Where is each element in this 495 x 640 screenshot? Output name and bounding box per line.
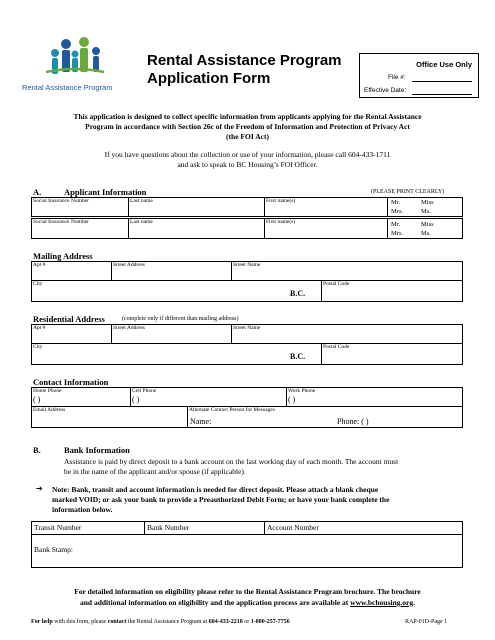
section-b-letter: B.	[33, 445, 41, 455]
sin-field-1[interactable]: Social Insurance Number	[33, 198, 89, 204]
help-phone-local[interactable]: 604-433-2218	[208, 619, 243, 625]
title-option-mr-1[interactable]: Mr.	[391, 199, 401, 206]
footer-info-line2: and additional information on eligibility and the application process are available at www.bchousing.org.	[80, 598, 415, 607]
alternate-contact-field[interactable]: Alternate Contact Person for Messages Name: Phone: ( )	[189, 407, 369, 426]
mailing-apt-field[interactable]: Apt #	[33, 262, 46, 268]
residential-postal-code-field[interactable]: Postal Code	[323, 344, 350, 350]
residential-apt-field[interactable]: Apt #	[33, 325, 46, 331]
title-option-mr-2[interactable]: Mr.	[391, 221, 401, 228]
effective-date-field[interactable]	[412, 94, 472, 95]
transit-number-field[interactable]: Transit Number	[34, 523, 82, 532]
mailing-postal-code-field[interactable]: Postal Code	[323, 281, 350, 287]
note-arrow-icon: ➔	[36, 484, 43, 493]
title-option-miss-1[interactable]: Miss	[421, 199, 434, 206]
intro-line1: If you have questions about the collection or use of your information, please call 604-433-1711	[104, 150, 391, 159]
section-b-title: Bank Information	[64, 445, 130, 455]
file-number-label: File #:	[388, 74, 406, 81]
program-logo	[22, 36, 123, 98]
people-logo-icon	[28, 36, 123, 82]
form-title-line1: Rental Assistance Program	[147, 52, 342, 69]
bank-para-line1: Assistance is paid by direct deposit to a bank account on the last working day of each month. The account must	[64, 457, 399, 466]
title-option-mrs-1[interactable]: Mrs.	[391, 208, 404, 215]
mailing-street-name-field[interactable]: Street Name	[233, 262, 261, 268]
mailing-province: B.C.	[290, 289, 306, 298]
help-phone-tollfree[interactable]: 1-800-257-7756	[250, 619, 290, 625]
section-a-letter: A.	[33, 187, 42, 197]
residential-address-title: Residential Address	[33, 314, 105, 324]
office-use-box	[359, 53, 479, 98]
section-a-title: Applicant Information	[64, 187, 147, 197]
form-title-line2: Application Form	[147, 70, 271, 87]
intro-bold-line3: (the FOI Act)	[226, 132, 269, 141]
bank-number-field[interactable]: Bank Number	[147, 523, 190, 532]
work-phone-field[interactable]: Work Phone ( )	[288, 388, 316, 404]
residential-province: B.C.	[290, 352, 306, 361]
bank-note-line2: marked VOID; or ask your bank to provide a Preauthorized Debit Form; or have your bank complete the	[52, 495, 390, 504]
office-use-title: Office Use Only	[416, 60, 472, 69]
bank-stamp-area[interactable]: Bank Stamp:	[34, 545, 73, 554]
intro-bold-line1: This application is designed to collect specific information from applicants applying for the Rental Assistance	[73, 112, 422, 121]
residential-address-note: (complete only if different than mailing address)	[122, 316, 239, 322]
account-number-field[interactable]: Account Number	[267, 523, 319, 532]
print-clearly-note: (PLEASE PRINT CLEARLY)	[371, 189, 445, 195]
last-name-field-2[interactable]: Last name	[130, 219, 153, 225]
first-name-field-2[interactable]: First name(s)	[266, 219, 296, 225]
last-name-field-1[interactable]: Last name	[130, 198, 153, 204]
residential-city-field[interactable]: City	[33, 344, 43, 350]
title-option-miss-2[interactable]: Miss	[421, 221, 434, 228]
residential-street-address-field[interactable]: Street Address	[113, 325, 145, 331]
file-number-field[interactable]	[412, 81, 472, 82]
mailing-address-title: Mailing Address	[33, 251, 93, 261]
first-name-field-1[interactable]: First name(s)	[266, 198, 296, 204]
logo-caption: Rental Assistance Program	[22, 83, 113, 92]
bank-note-line3: information below.	[52, 505, 113, 514]
footer-info-line1: For detailed information on eligibility please refer to the Rental Assistance Program brochure. The brochure	[74, 587, 421, 596]
intro-bold-line2: Program in accordance with Section 26c of the Freedom of Information and Protection of Privacy Act	[85, 122, 410, 131]
sin-field-2[interactable]: Social Insurance Number	[33, 219, 89, 225]
help-line: For help with this form, please contact the Rental Assistance Program at 604-433-2218 or 1-800-257-7756	[31, 619, 290, 625]
page-identifier: RAP-01D-Page 1	[405, 619, 448, 625]
bchousing-link[interactable]: www.bchousing.org	[350, 598, 414, 607]
title-option-mrs-2[interactable]: Mrs.	[391, 230, 404, 237]
mailing-city-field[interactable]: City	[33, 281, 43, 287]
title-option-ms-1[interactable]: Ms.	[421, 208, 431, 215]
home-phone-field[interactable]: Home Phone ( )	[33, 388, 62, 404]
intro-line2: and ask to speak to BC Housing’s FOI Officer.	[177, 160, 318, 169]
alternate-contact-name-label: Name:	[190, 417, 212, 426]
mailing-street-address-field[interactable]: Street Address	[113, 262, 145, 268]
effective-date-label: Effective Date:	[364, 87, 407, 94]
contact-info-title: Contact Information	[33, 377, 109, 387]
cell-phone-field[interactable]: Cell Phone ( )	[132, 388, 157, 404]
bank-para-line2: be in the name of the applicant and/or spouse (if applicable).	[64, 467, 246, 476]
email-address-field[interactable]: Email Address	[33, 407, 66, 413]
alternate-contact-phone-label: Phone: ( )	[337, 417, 369, 426]
bank-note-line1: Note: Bank, transit and account information is needed for direct deposit. Please attach a blank cheque	[52, 485, 379, 494]
title-option-ms-2[interactable]: Ms.	[421, 230, 431, 237]
residential-street-name-field[interactable]: Street Name	[233, 325, 261, 331]
